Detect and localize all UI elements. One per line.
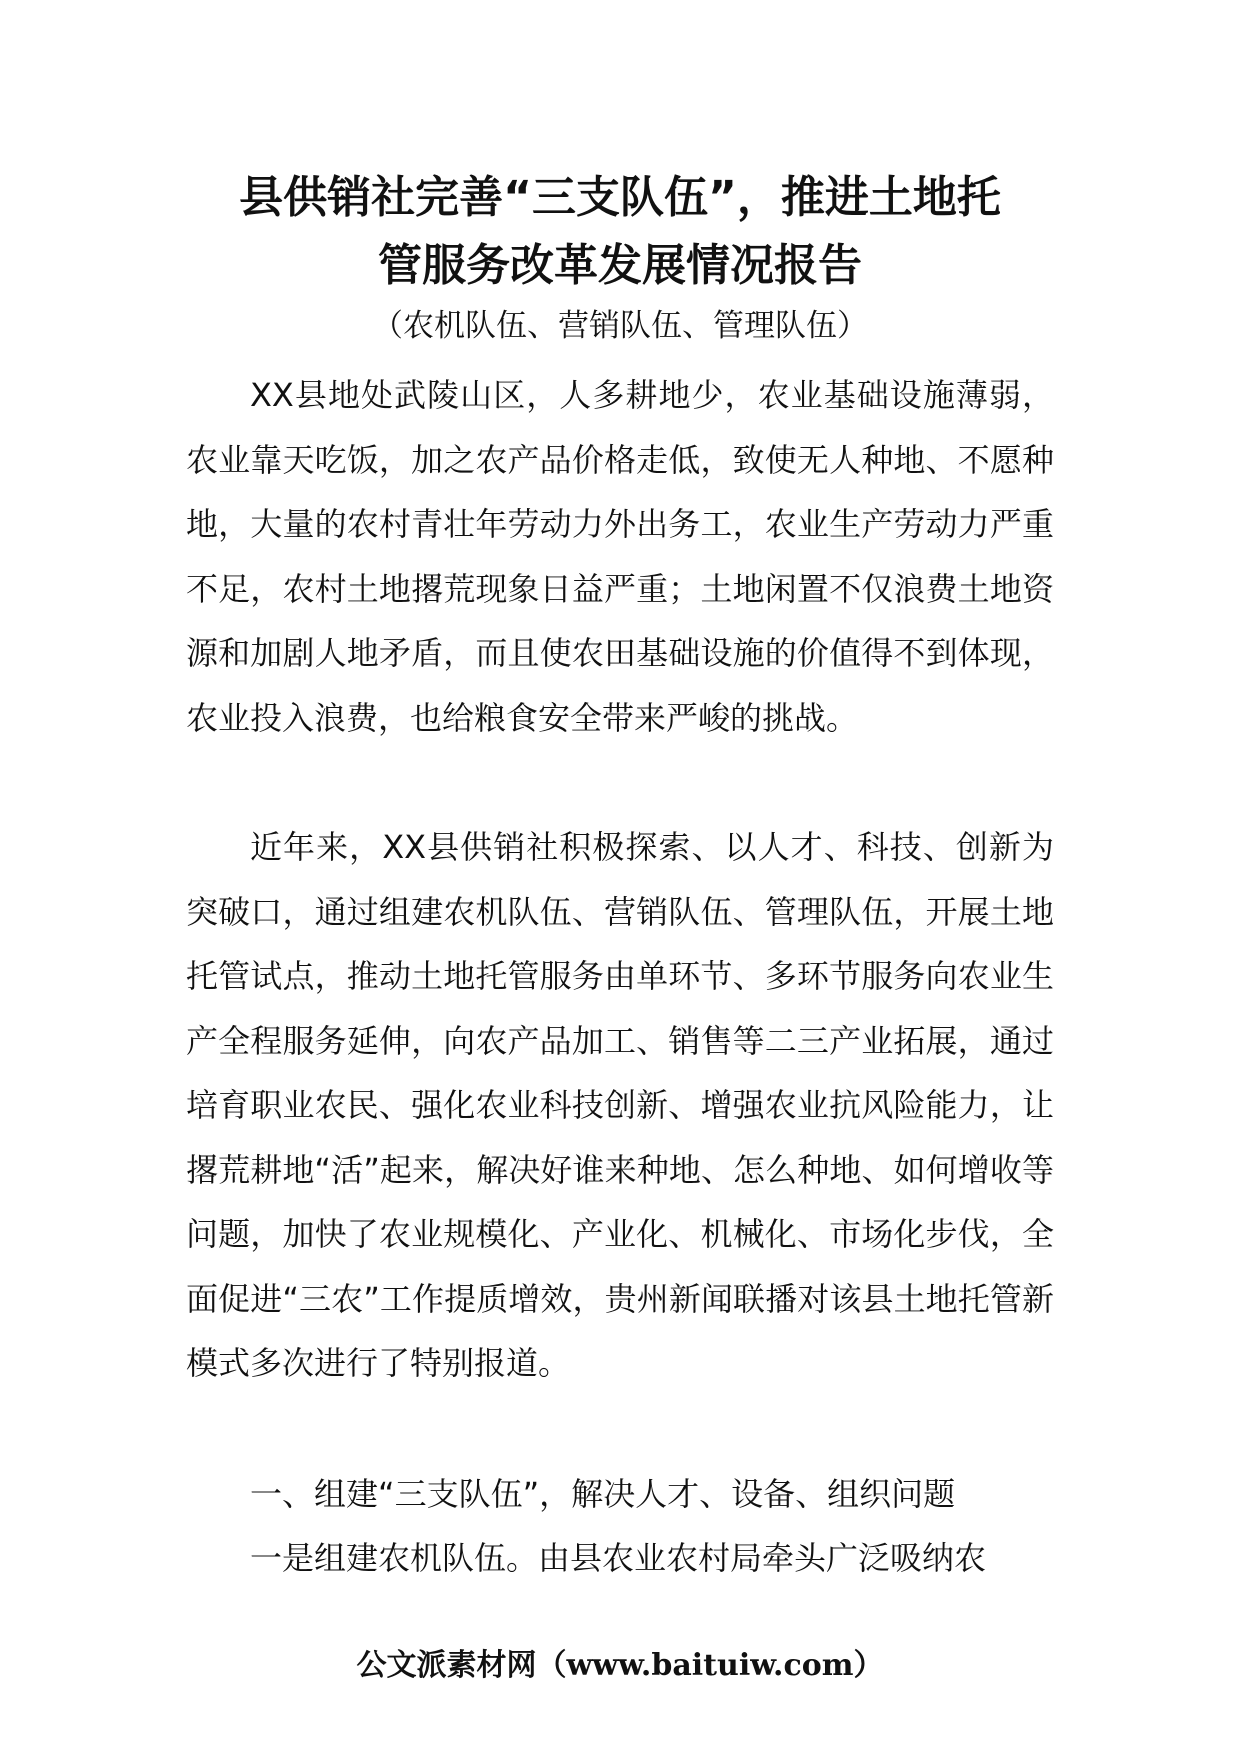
document-title-line-2: 管服务改革发展情况报告 bbox=[378, 240, 862, 291]
document-title-line-1: 县供销社完善“三支队伍”，推进土地托 bbox=[239, 172, 1001, 223]
body-paragraph-3: 一是组建农机队伍。由县农业农村局牵头广泛吸纳农 bbox=[250, 1539, 987, 1577]
section-heading-1: 一、组建“三支队伍”，解决人才、设备、组织问题 bbox=[250, 1475, 956, 1513]
body-paragraph-2: 近年来，XX县供销社积极探索、以人才、科技、创新为突破口，通过组建农机队伍、营销队伍、管理队伍，开展土地托管试点，推动土地托管服务由单环节、多环节服务向农业生产全程服务延伸，向农产品加工、销售等二三产业拓展，通过培育职业农民、强化农业科技创新、增强农业抗风险能力，让撂荒耕地“活”起来，解决好谁来种地、怎么种地、如何增收等问题，加快了农业规模化、产业化、机械化、市场化步伐，全面促进“三农”工作提质增效，贵州新闻联播对该县土地托管新模式多次进行了特别报道。 bbox=[186, 828, 1054, 1382]
footer-watermark: 公文派素材网（www.baituiw.com） bbox=[356, 1648, 884, 1683]
document-subtitle: （农机队伍、营销队伍、管理队伍） bbox=[372, 308, 868, 344]
body-paragraph-1: XX县地处武陵山区，人多耕地少，农业基础设施薄弱，农业靠天吃饭，加之农产品价格走低，致使无人种地、不愿种地，大量的农村青壮年劳动力外出务工，农业生产劳动力严重不足，农村土地撂荒现象日益严重；土地闲置不仅浪费土地资源和加剧人地矛盾，而且使农田基础设施的价值得不到体现，农业投入浪费，也给粮食安全带来严峻的挑战。 bbox=[186, 376, 1054, 737]
